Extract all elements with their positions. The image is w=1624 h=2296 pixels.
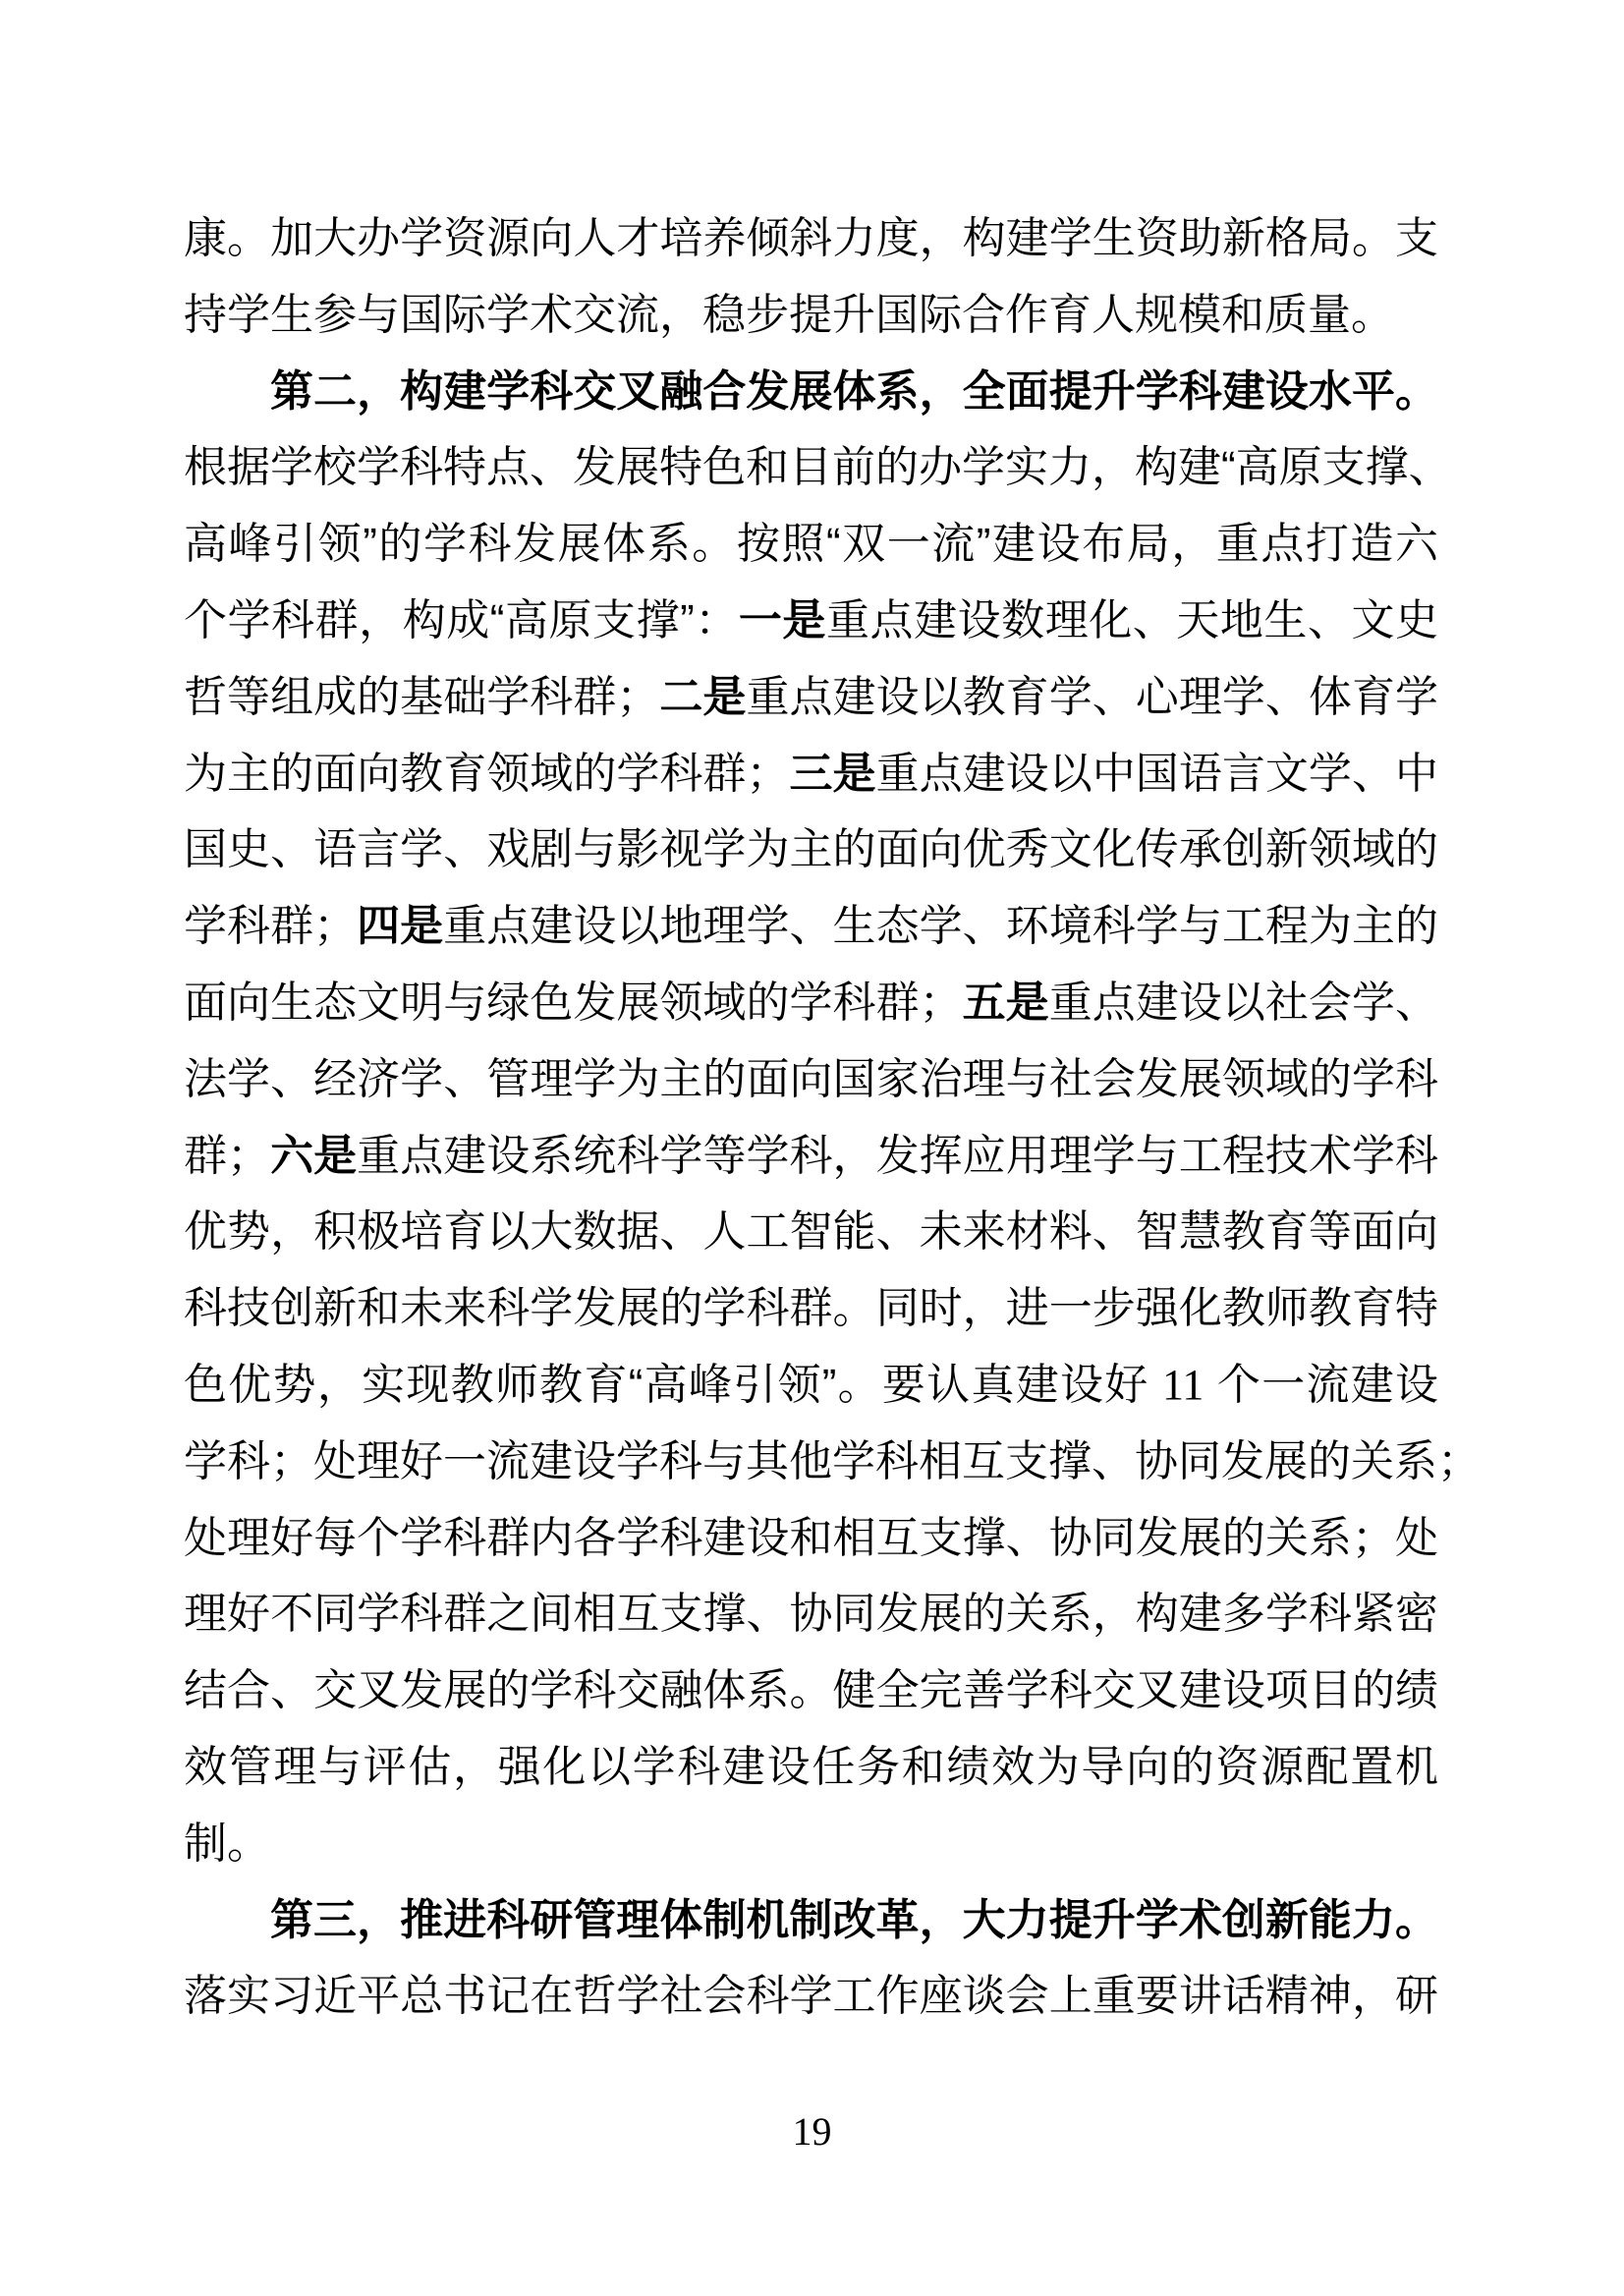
text-run: 效管理与评估，强化以学科建设任务和绩效为导向的资源配置机: [184, 1742, 1438, 1791]
text-run: 持学生参与国际学术交流，稳步提升国际合作育人规模和质量。: [184, 290, 1394, 339]
text-run: 面向生态文明与绿色发展领域的学科群；: [184, 978, 963, 1027]
text-line: [184, 888, 1438, 965]
text-line: [184, 200, 1438, 277]
text-line: [184, 736, 1438, 812]
text-run: 为主的面向教育领域的学科群；: [184, 749, 790, 798]
text-line: [184, 583, 1438, 659]
text-run: 根据学校学科特点、发展特色和目前的办学实力，构建“高原支撑、: [184, 443, 1452, 492]
text-run: 学科；处理好一流建设学科与其他学科相互支撑、协同发展的关系；: [184, 1436, 1481, 1485]
text-line: [184, 1424, 1481, 1500]
emphasis-run: 三是: [789, 749, 876, 798]
text-line: [184, 812, 1438, 888]
text-line: [184, 965, 1438, 1041]
text-line: [184, 1500, 1438, 1577]
text-run: 学科群；: [184, 902, 358, 951]
emphasis-run: 一是: [738, 595, 826, 644]
text-run: 重点建设以地理学、生态学、环境科学与工程为主的: [443, 902, 1439, 951]
text-line: [184, 1270, 1438, 1347]
text-line: [184, 659, 1438, 736]
text-line: [184, 1958, 1438, 2035]
text-run: 个一流建设: [1204, 1360, 1439, 1409]
text-run: 重点建设以中国语言文学、中: [875, 749, 1439, 798]
text-run: 处理好每个学科群内各学科建设和相互支撑、协同发展的关系；处: [184, 1513, 1438, 1562]
text-run: 理好不同学科群之间相互支撑、协同发展的关系，构建多学科紧密: [184, 1590, 1438, 1639]
text-line: [184, 354, 1438, 430]
text-run: 高峰引领”的学科发展体系。按照“双一流”建设布局，重点打造六: [184, 520, 1438, 569]
emphasis-run: 四是: [357, 902, 444, 951]
text-run: 优势，积极培育以大数据、人工智能、未来材料、智慧教育等面向: [184, 1207, 1438, 1257]
text-run: 科技创新和未来科学发展的学科群。同时，进一步强化教师教育特: [184, 1284, 1438, 1333]
text-line: [184, 1806, 1438, 1882]
text-line: [184, 429, 1452, 506]
emphasis-run: 第二，构建学科交叉融合发展体系，全面提升学科建设水平。: [270, 366, 1438, 416]
text-line: [184, 506, 1438, 583]
text-run: 落实习近平总书记在哲学社会科学工作座谈会上重要讲话精神，研: [184, 1972, 1438, 2021]
text-line: [184, 1576, 1438, 1652]
text-run: 重点建设系统科学等学科，发挥应用理学与工程技术学科: [357, 1131, 1439, 1180]
text-run: 重点建设以教育学、心理学、体育学: [746, 672, 1439, 721]
text-run: 法学、经济学、管理学为主的面向国家治理与社会发展领域的学科: [184, 1054, 1438, 1103]
text-run: 国史、语言学、戏剧与影视学为主的面向优秀文化传承创新领域的: [184, 825, 1438, 874]
emphasis-run: 五是: [962, 978, 1049, 1027]
emphasis-run: 六是: [270, 1131, 358, 1180]
text-run: 制。: [184, 1819, 270, 1868]
text-line: [184, 1118, 1438, 1195]
text-line: [184, 1194, 1438, 1270]
text-line: [184, 1652, 1438, 1729]
text-run: 重点建设数理化、天地生、文史: [825, 595, 1439, 644]
text-run: 重点建设以社会学、: [1048, 978, 1439, 1027]
text-line: [184, 1882, 1438, 1959]
text-run: 康。加大办学资源向人才培养倾斜力度，构建学生资助新格局。支: [184, 214, 1438, 262]
text-line: [184, 1041, 1438, 1118]
document-body: [184, 200, 1481, 2035]
text-run: 11: [1162, 1360, 1204, 1409]
page-number: 19: [792, 2109, 832, 2154]
text-run: 结合、交叉发展的学科交融体系。健全完善学科交叉建设项目的绩: [184, 1666, 1438, 1715]
text-run: 色优势，实现教师教育“高峰引领”。要认真建设好: [184, 1360, 1163, 1409]
text-line: [184, 1729, 1438, 1806]
text-run: 个学科群，构成“高原支撑”：: [184, 595, 739, 644]
text-run: 哲等组成的基础学科群；: [184, 672, 660, 721]
text-line: [184, 1347, 1438, 1424]
emphasis-run: 二是: [659, 672, 747, 721]
emphasis-run: 第三，推进科研管理体制机制改革，大力提升学术创新能力。: [270, 1895, 1438, 1944]
text-line: [184, 277, 1438, 354]
text-run: 群；: [184, 1131, 271, 1180]
